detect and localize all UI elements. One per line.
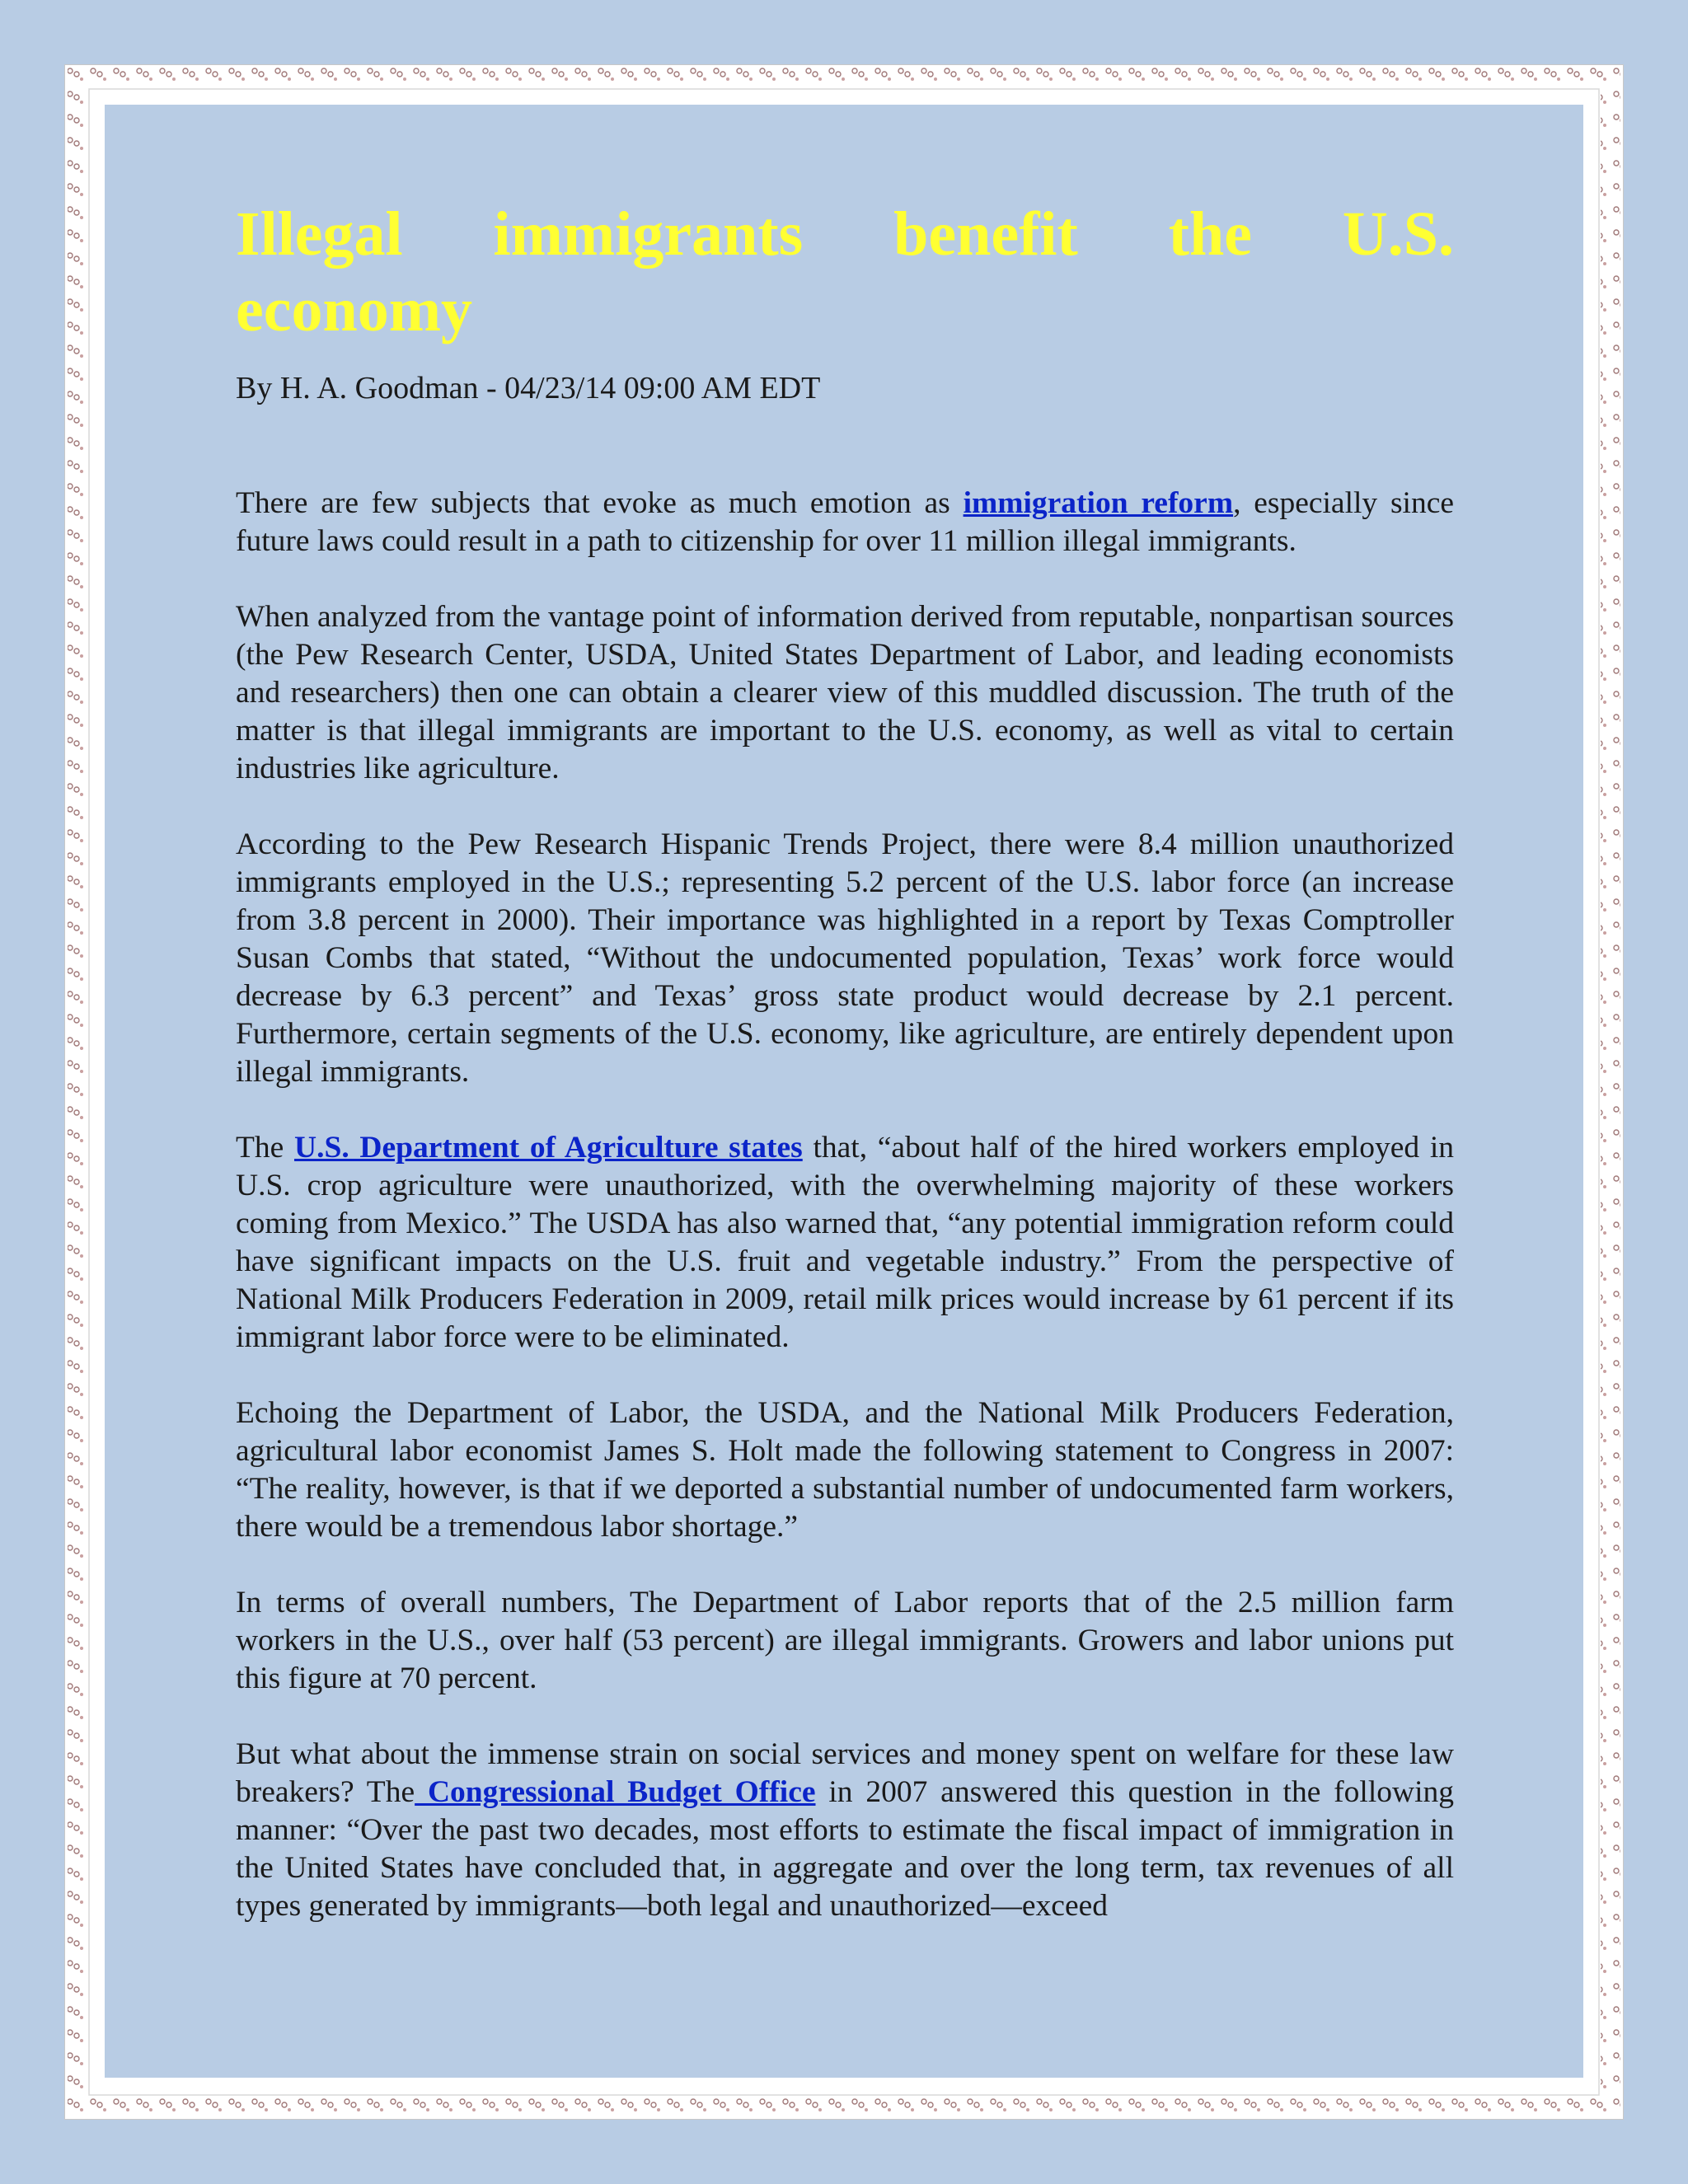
paragraph-7-text-b: in 2007 answered this question in the following manner: “Over the past two decades, most efforts to estimate the fiscal impact of immigration in the United States have concluded that, in aggregate and over the long term, tax revenues of all types generated by immigrants—both legal and unauthorized—exceed [236, 1775, 1454, 1923]
immigration-reform-link[interactable]: immigration reform [963, 486, 1234, 520]
congressional-budget-office-link[interactable]: Congressional Budget Office [415, 1775, 816, 1809]
paragraph-1-text-b: , especially since future laws could result in a path to citizenship for over 11 million illegal immigrants. [236, 486, 1455, 558]
paragraph-4-text-b: that, “about half of the hired workers employed in U.S. crop agriculture were unauthorized, with the overwhelming majority of these workers coming from Mexico.” The USDA has also warned that, “any potential immigration reform could have significant impacts on the U.S. fruit and vegetable industry.” From the perspective of National Milk Producers Federation in 2009, retail milk prices would increase by 61 percent if its immigrant labor force were to be eliminated. [236, 1131, 1454, 1354]
article-byline: By H. A. Goodman - 04/23/14 09:00 AM EDT [236, 371, 821, 405]
paragraph-5: Echoing the Department of Labor, the USDA, and the National Milk Producers Federation, agricultural labor economist James S. Holt made the following statement to Congress in 2007: “The reality, however, is that if we deported a substantial number of undocumented farm workers, there would be a tremendous labor shortage.” [236, 1396, 1454, 1544]
paragraph-7-text-a: But what about the immense strain on social services and money spent on welfare for these law breakers? The [236, 1737, 1454, 1809]
paragraph-3: According to the Pew Research Hispanic Trends Project, there were 8.4 million unauthorized immigrants employed in the U.S.; representing 5.2 percent of the U.S. labor force (an increase from 3.8 percent in 2000). Their importance was highlighted in a report by Texas Comptroller Susan Combs that stated, “Without the undocumented population, Texas’ work force would decrease by 6.3 percent” and Texas’ gross state product would decrease by 2.1 percent. Furthermore, certain segments of the U.S. economy, like agriculture, are entirely dependent upon illegal immigrants. [236, 827, 1454, 1089]
usda-states-link[interactable]: U.S. Department of Agriculture states [294, 1131, 803, 1165]
paragraph-1-text-a: There are few subjects that evoke as much emotion as [236, 486, 964, 520]
paragraph-4 [236, 1129, 1454, 1357]
article-title-line2: economy [236, 275, 473, 344]
paragraph-2: When analyzed from the vantage point of information derived from reputable, nonpartisan sources (the Pew Research Center, USDA, United States Department of Labor, and leading economists and researchers) then one can obtain a clearer view of this muddled discussion. The truth of the matter is that illegal immigrants are important to the U.S. economy, as well as vital to certain industries like agriculture. [236, 600, 1454, 785]
paragraph-1 [236, 485, 1454, 560]
paragraph-7 [236, 1736, 1454, 1925]
article-title-line1: Illegal immigrants benefit the U.S. [236, 199, 1454, 269]
paragraph-4-text-a: The [236, 1131, 295, 1165]
article [236, 196, 1454, 1925]
article-title [236, 196, 1454, 348]
paragraph-6: In terms of overall numbers, The Department of Labor reports that of the 2.5 million farm workers in the U.S., over half (53 percent) are illegal immigrants. Growers and labor unions put this figure at 70 percent. [236, 1586, 1454, 1695]
